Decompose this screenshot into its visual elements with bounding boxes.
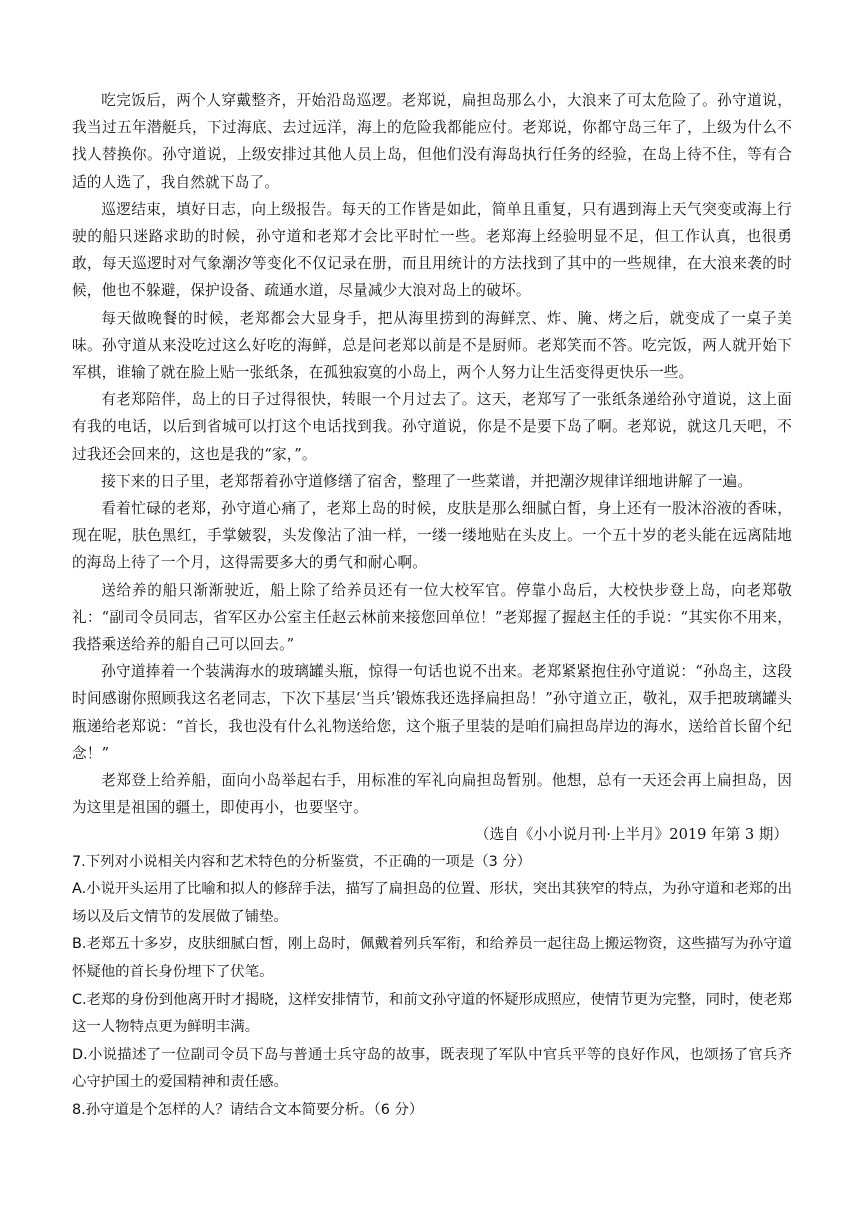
story-paragraph: 送给养的船只渐渐驶近，船上除了给养员还有一位大校军官。停靠小岛后，大校快步登上岛，向老郑敬礼：“副司令员同志，省军区办公室主任赵云林前来接您回单位！”老郑握了握赵主任的手说：“其实你不用来，我搭乘送给养的船自己可以回去。” bbox=[72, 581, 792, 654]
option-c: C.老郑的身份到他离开时才揭晓，这样安排情节，和前文孙守道的怀疑形成照应，使情节更为完整，同时，使老郑这一人物特点更为鲜明丰满。 bbox=[72, 991, 792, 1036]
question-8-stem: 8.孙守道是个怎样的人？请结合文本简要分析。（6 分） bbox=[72, 1102, 424, 1119]
exam-page bbox=[72, 87, 792, 1125]
story-paragraph: 孙守道捧着一个装满海水的玻璃罐头瓶，惊得一句话也说不出来。老郑紧紧抱住孙守道说：“孙岛主，这段时间感谢你照顾我这名老同志，下次下基层‘当兵’锻炼我还选择扁担岛！”孙守道立正，敬礼，双手把玻璃罐头瓶递给老郑说：“首长，我也没有什么礼物送给您，这个瓶子里装的是咱们扁担岛岸边的海水，送给首长留个纪念！” bbox=[72, 663, 792, 762]
story-paragraph: 有老郑陪伴，岛上的日子过得很快，转眼一个月过去了。这天，老郑写了一张纸条递给孙守道说，这上面有我的电话，以后到省城可以打这个电话找到我。孙守道说，你是不是要下岛了啊。老郑说，就这几天吧，不过我还会回来的，这也是我的“家，”。 bbox=[72, 391, 792, 463]
option-d: D.小说描述了一位副司令员下岛与普通士兵守岛的故事，既表现了军队中官兵平等的良好作风，也颂扬了官兵齐心守护国土的爱国精神和责任感。 bbox=[72, 1046, 792, 1091]
option-b: B.老郑五十多岁，皮肤细腻白皙，刚上岛时，佩戴着列兵军衔，和给养员一起往岛上搬运物资，这些描写为孙守道怀疑他的首长身份埋下了伏笔。 bbox=[72, 936, 792, 981]
option-a: A.小说开头运用了比喻和拟人的修辞手法，描写了扁担岛的位置、形状，突出其狭窄的特点，为孙守道和老郑的出场以及后文情节的发展做了铺垫。 bbox=[72, 881, 792, 925]
story-paragraph: 老郑登上给养船，面向小岛举起右手，用标准的军礼向扁担岛暂别。他想，总有一天还会再上扁担岛，因为这里是祖国的疆土，即使再小，也要坚守。 bbox=[72, 772, 792, 817]
story-paragraph: 看着忙碌的老郑，孙守道心痛了，老郑上岛的时候，皮肤是那么细腻白皙，身上还有一股沐浴液的香味，现在呢，肤色黑红，手掌皴裂，头发像沾了油一样，一缕一缕地贴在头皮上。一个五十岁的老头能在远离陆地的海岛上待了一个月，这得需要多大的勇气和耐心啊。 bbox=[72, 500, 792, 572]
story-paragraph: 每天做晚餐的时候，老郑都会大显身手，把从海里捞到的海鲜烹、炸、腌、烤之后，就变成了一桌子美味。孙守道从来没吃过这么好吃的海鲜，总是问老郑以前是不是厨师。老郑笑而不答。吃完饭，两人就开始下军棋，谁输了就在脸上贴一张纸条，在孤独寂寞的小岛上，两个人努力让生活变得更快乐一些。 bbox=[72, 309, 792, 382]
question-7 bbox=[72, 849, 792, 1097]
source-citation: （选自《小小说月刊·上半月》2019 年第 3 期） bbox=[474, 826, 788, 844]
story-body bbox=[72, 87, 792, 849]
question-7-stem: 7.下列对小说相关内容和艺术特色的分析鉴赏，不正确的一项是（3 分） bbox=[72, 853, 532, 870]
story-paragraph: 吃完饭后，两个人穿戴整齐，开始沿岛巡逻。老郑说，扁担岛那么小，大浪来了可太危险了。孙守道说，我当过五年潜艇兵，下过海底、去过远洋，海上的危险我都能应付。老郑说，你都守岛三年了，上级为什么不找人替换你。孙守道说，上级安排过其他人员上岛，但他们没有海岛执行任务的经验，在岛上待不住，等有合适的人选了，我自然就下岛了。 bbox=[72, 92, 792, 191]
story-paragraph: 接下来的日子里，老郑帮着孙守道修缮了宿舍，整理了一些菜谱，并把潮汐规律详细地讲解了一遍。 bbox=[101, 472, 753, 490]
story-paragraph: 巡逻结束，填好日志，向上级报告。每天的工作皆是如此，简单且重复，只有遇到海上天气突变或海上行驶的船只迷路求助的时候，孙守道和老郑才会比平时忙一些。老郑海上经验明显不足，但工作认真，也很勇敢，每天巡逻时对气象潮汐等变化不仅记录在册，而且用统计的方法找到了其中的一些规律，在大浪来袭的时候，他也不躲避，保护设备、疏通水道，尽量减少大浪对岛上的破坏。 bbox=[72, 200, 792, 300]
question-8 bbox=[72, 1097, 792, 1125]
